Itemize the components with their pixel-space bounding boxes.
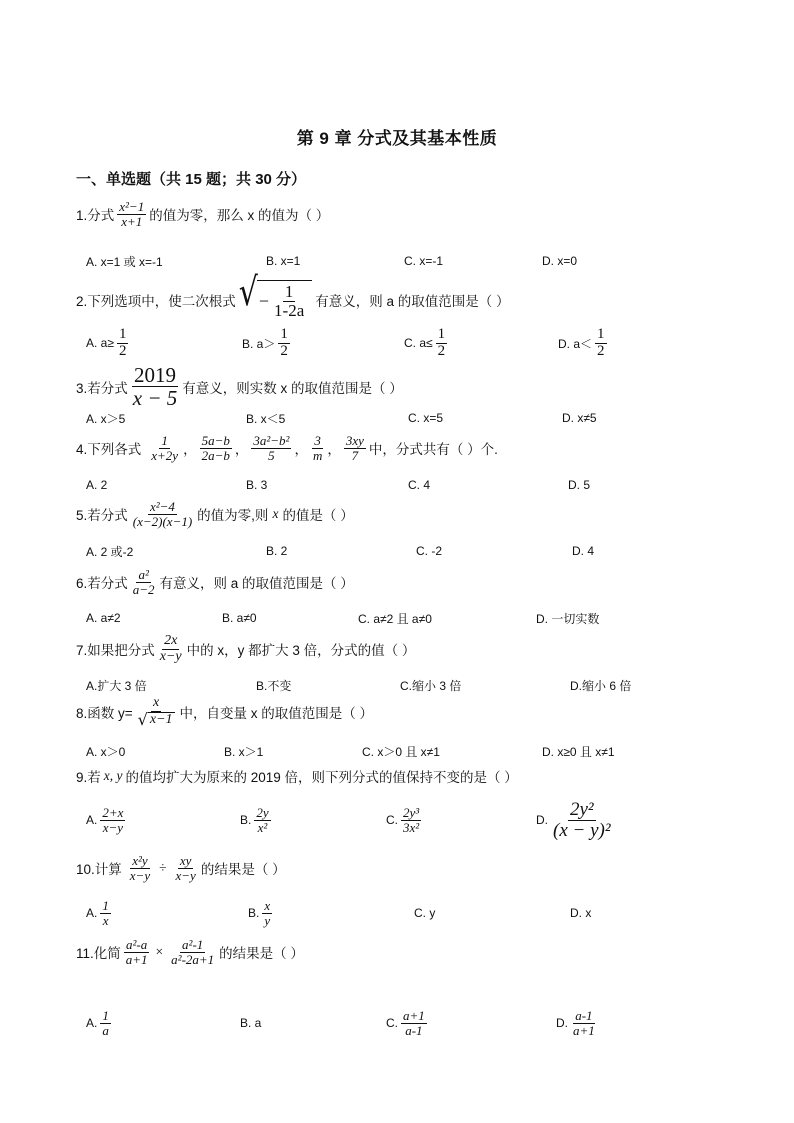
option-c[interactable]: C. x=5 (408, 411, 444, 425)
options-2 (86, 325, 746, 359)
square-root: √ − $\frac{1}{1-2a}$ (239, 280, 313, 320)
option-a[interactable]: A.扩大 3 倍 (86, 678, 147, 693)
fraction: x²−1 x+1 (119, 199, 145, 229)
options-3 (86, 403, 746, 433)
options-1 (86, 246, 746, 276)
question-3: 3.若分式 2019 x − 5 有意义，则实数 x 的取值范围是（ ） (76, 363, 403, 411)
question-9: 9.若 x, y 的值均扩大为原来的 2019 倍，则下列分式的值保持不变的是（ ） (76, 768, 518, 785)
option-d[interactable]: D.缩小 6 倍 (570, 678, 632, 693)
option-c[interactable]: C. y (414, 906, 436, 920)
option-b[interactable]: B.不变 (256, 678, 292, 693)
option-b[interactable]: B. a＞ 1 2 (242, 325, 288, 359)
option-d[interactable]: D. a-1 a+1 (556, 1007, 595, 1038)
option-d[interactable]: D. 一切实数 (536, 611, 600, 626)
option-a[interactable]: A. 2 (86, 478, 108, 492)
option-d[interactable]: D. x≥0 且 x≠1 (542, 744, 615, 759)
option-c[interactable]: C. 4 (408, 478, 431, 492)
question-5: 5.若分式 x²−4 (x−2)(x−1) 的值为零,则 x 的值是（ ） (76, 499, 354, 529)
option-c[interactable]: C. x=-1 (404, 254, 444, 268)
option-b[interactable]: B. 2y x² (240, 804, 269, 835)
option-a[interactable]: A. x＞5 (86, 411, 126, 426)
option-c[interactable]: C.缩小 3 倍 (400, 678, 462, 693)
options-6 (86, 603, 746, 633)
option-a[interactable]: A. 1 a (86, 1007, 109, 1038)
section-heading: 一、单选题（共 15 题；共 30 分） (76, 171, 307, 188)
question-10: 10.计算 $\frac{\text{x²y}}{x-y}$ ÷ $\frac{xy}{x-y}$ 的结果是（ ） (76, 853, 286, 883)
option-c[interactable]: C. x＞0 且 x≠1 (362, 744, 440, 759)
option-b[interactable]: B. a≠0 (222, 611, 257, 625)
option-a[interactable]: A. 1 x (86, 897, 109, 928)
option-d[interactable]: D. 4 (572, 544, 595, 558)
option-b[interactable]: B. x＜5 (246, 411, 286, 426)
option-a[interactable]: A. a≥ $\frac{1}{2}$ (86, 325, 127, 359)
question-2: 2.下列选项中，使二次根式 √ − $\frac{1}{1-2a}$ 有意义，则 a 的取值范围是（ ） (76, 270, 510, 320)
option-b[interactable]: B. 3 (246, 478, 268, 492)
option-c[interactable]: C. a≤ $\frac{1}{2}$ (404, 325, 446, 359)
page-title: 第 9 章 分式及其基本性质 (296, 129, 498, 148)
option-b[interactable]: B. 2 (266, 544, 288, 558)
option-b[interactable]: B. x y (248, 897, 271, 928)
option-c[interactable]: C. -2 (416, 544, 443, 558)
option-c[interactable]: C. 2y³ 3x² (386, 804, 420, 835)
option-a[interactable]: A. x=1 或 x=-1 (86, 254, 163, 269)
option-a[interactable]: A. x＞0 (86, 744, 126, 759)
option-c[interactable]: C. a≠2 且 a≠0 (358, 611, 432, 626)
options-8 (86, 736, 746, 766)
option-d[interactable]: D. 5 (568, 478, 591, 492)
fraction: 2019 x − 5 (132, 363, 178, 411)
option-b[interactable]: B. x＞1 (224, 744, 264, 759)
options-9 (86, 798, 746, 842)
option-d[interactable]: D. a＜ 1 2 (558, 325, 605, 359)
options-11 (86, 1006, 746, 1042)
question-4: 4.下列各式 1 x+2y ， 5a−b 2a−b ， 3a²−b² 5 ， 3 m ， 3xy 7 中，分式共有（ ）个. (76, 433, 498, 463)
options-5 (86, 536, 746, 566)
question-8: 8.函数 y= x √ x−1 中，自变量 x 的取值范围是（ ） (76, 695, 374, 729)
option-d[interactable]: D. x=0 (542, 254, 578, 268)
option-a[interactable]: A. 2 或-2 (86, 544, 134, 559)
question-11: 11.化简 $\frac{\text{a²-a}}{a+1}$ × $\frac{\text{a²-1}}{\text{a²-2a+1}}$ 的结果是（ ） (76, 937, 304, 967)
question-1: 1.分式 x²−1 x+1 的值为零，那么 x 的值为（ ） (76, 199, 330, 229)
option-c[interactable]: C. a+1 a-1 (386, 1007, 425, 1038)
options-4 (86, 470, 746, 500)
question-7: 7.如果把分式 2x x−y 中的 x，y 都扩大 3 倍，分式的值（ ） (76, 633, 416, 664)
option-b[interactable]: B. a (240, 1016, 262, 1030)
option-d[interactable]: D. x (570, 906, 592, 920)
option-a[interactable]: A. 2+x x−y (86, 804, 124, 835)
option-b[interactable]: B. x=1 (266, 254, 301, 268)
option-d[interactable]: D. x≠5 (562, 411, 597, 425)
option-d[interactable]: D. 2y² (x − y)² (536, 798, 611, 841)
options-10 (86, 898, 746, 928)
option-a[interactable]: A. a≠2 (86, 611, 121, 625)
question-6: 6.若分式 a² a−2 有意义，则 a 的取值范围是（ ） (76, 567, 354, 597)
